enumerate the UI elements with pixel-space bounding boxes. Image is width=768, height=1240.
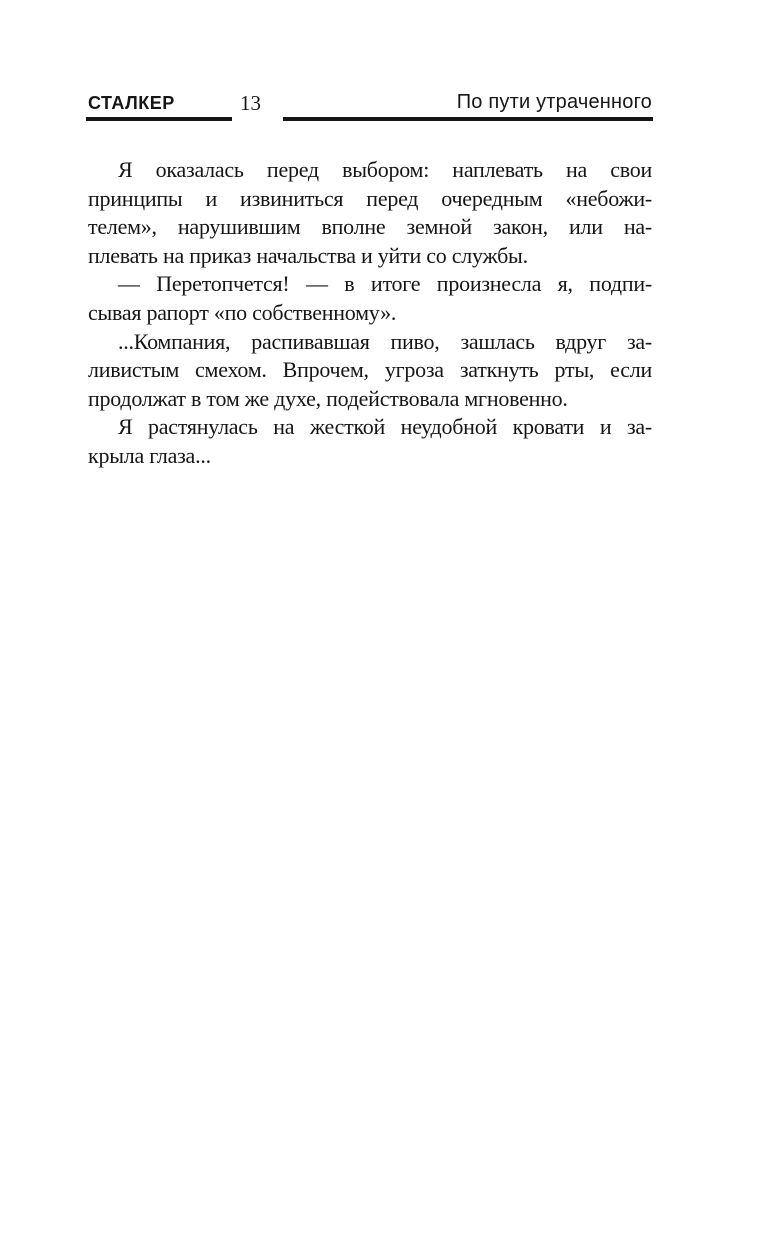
series-label: СТАЛКЕР — [88, 93, 175, 113]
text-line: принципы и извиниться перед очередным «небожи- — [88, 185, 652, 211]
body-text — [88, 156, 652, 471]
text-line: плевать на приказ начальства и уйти со службы. — [88, 242, 528, 268]
text-line: — Перетопчется! — в итоге произнесла я, подпи- — [118, 271, 652, 297]
paragraph — [88, 413, 652, 470]
text-line: ливистым смехом. Впрочем, угроза заткнуть рты, если — [88, 357, 652, 383]
text-line: сывая рапорт «по собственному». — [88, 299, 397, 325]
text-line: крыла глаза... — [88, 442, 211, 468]
paragraph — [88, 328, 652, 414]
text-line: Я растянулась на жесткой неудобной кровати и за- — [118, 414, 652, 440]
text-line: телем», нарушившим вполне земной закон, или на- — [88, 214, 652, 240]
text-line: Я оказалась перед выбором: наплевать на свои — [118, 157, 652, 182]
header-rule-right — [283, 117, 653, 121]
running-title: По пути утраченного — [456, 91, 652, 113]
page-number: 13 — [240, 91, 261, 115]
paragraph — [88, 270, 652, 327]
paragraph — [88, 156, 652, 270]
text-line: ...Компания, распивавшая пиво, зашлась вдруг за- — [118, 328, 652, 354]
text-line: продолжат в том же духе, подействовала мгновенно. — [88, 385, 568, 411]
header-rule-left — [86, 117, 232, 121]
